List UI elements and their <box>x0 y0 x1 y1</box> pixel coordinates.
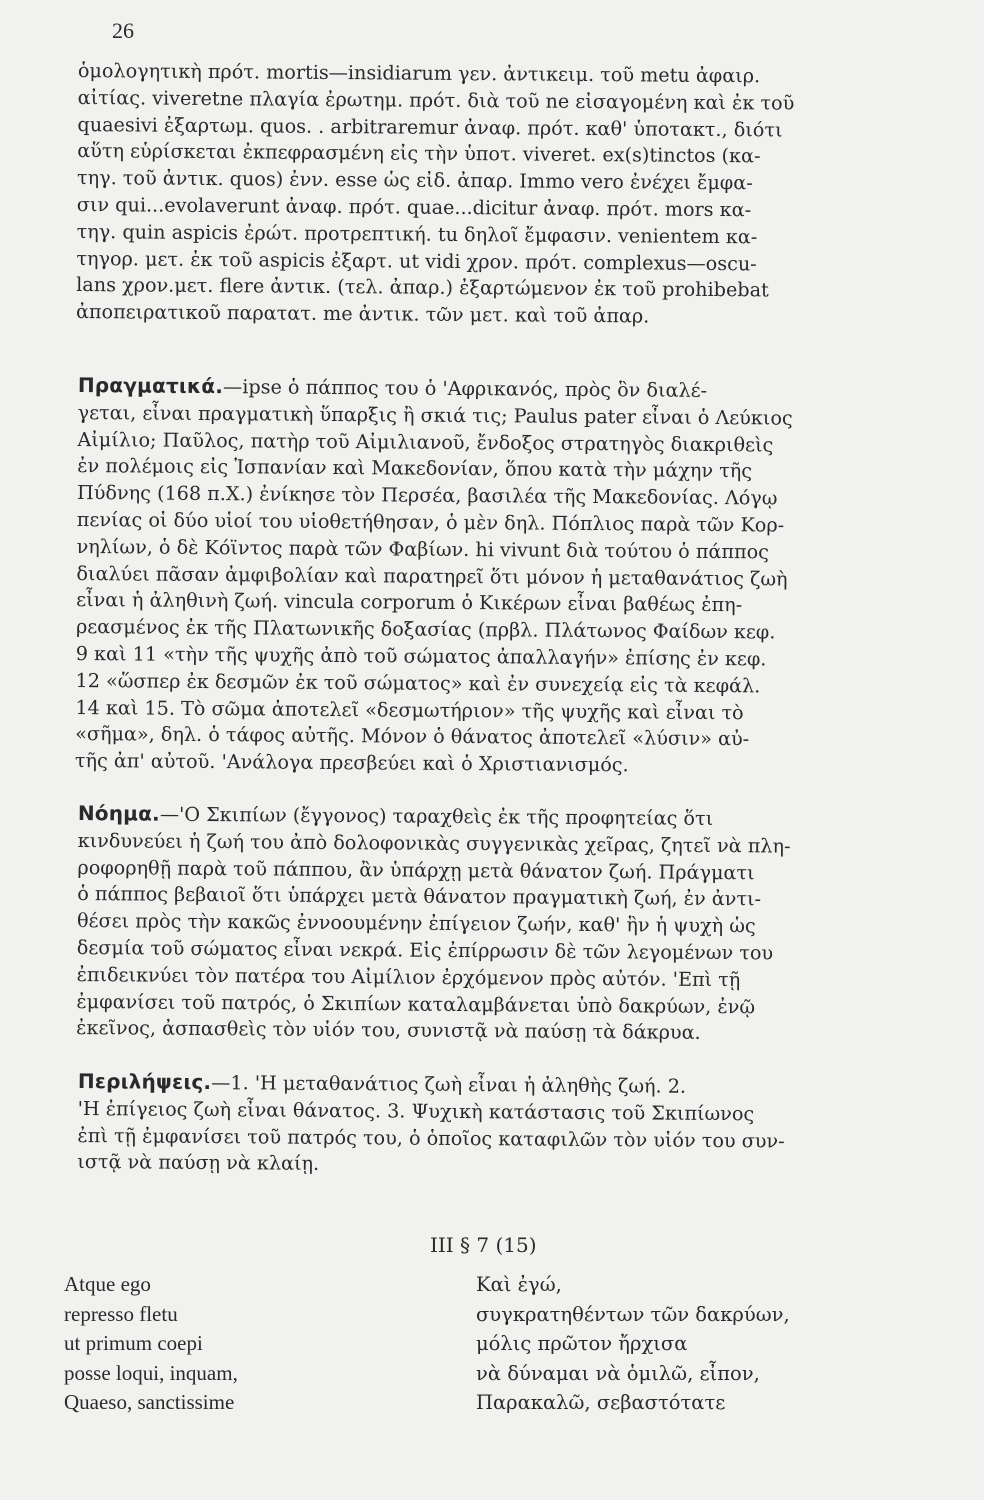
latin-line: represso fletu <box>64 1301 178 1326</box>
latin-line: ut primum coepi <box>64 1331 203 1355</box>
commentary-paragraph-summaries <box>77 1068 960 1183</box>
latin-line: posse loqui, inquam, <box>64 1360 238 1385</box>
text-line: ἐκεῖνος, ἀσπασθεὶς τὸν υἱόν του, συνιστᾷ νὰ παύσῃ τὰ δάκρυα. <box>76 1016 701 1045</box>
text-line: ροφορηθῇ παρὰ τοῦ πάππου, ἂν ὑπάρχῃ μετὰ θάνατον ζωή. Πράγματι <box>77 855 755 884</box>
latin-text-column <box>64 1270 238 1418</box>
latin-line: Atque ego <box>64 1272 151 1296</box>
text-line: lans χρον.μετ. flere ἀντικ. (τελ. ἀπαρ.) ἐξαρτώμενον ἐκ τοῦ prohibebat <box>76 273 769 302</box>
text-line: τηγ. τοῦ ἀντικ. quos) ἐνν. esse ὡς εἰδ. ἀπαρ. Immo vero ἐνέχει ἔμφα- <box>76 166 753 195</box>
section-heading-realia: Πραγματικά. <box>77 372 224 399</box>
text-line: ρεασμένος ἐκ τῆς Πλατωνικῆς δοξασίας (πρβλ. Πλάτωνος Φαίδων κεφ. <box>75 615 776 644</box>
text-line: —'Ο Σκιπίων (ἔγγονος) ταραχθεὶς ἐκ τῆς προφητείας ὅτι <box>159 802 714 830</box>
text-line: σιν qui...evolaverunt ἀναφ. πρότ. quae...dicitur ἀναφ. πρότ. mors κα- <box>76 192 752 222</box>
text-line: 12 «ὥσπερ ἐκ δεσμῶν ἐκ τοῦ σώματος» καὶ ἐν συνεχείᾳ εἰς τὰ κεφάλ. <box>75 668 761 698</box>
text-line: 9 καὶ 11 «τὴν τῆς ψυχῆς ἀπὸ τοῦ σώματος ἀπαλλαγήν» ἐπίσης ἐν κεφ. <box>75 641 767 671</box>
text-line: ἀποπειρατικοῦ παρατατ. me ἀντικ. τῶν μετ. καὶ τοῦ ἀπαρ. <box>75 300 650 328</box>
greek-line: Καὶ ἐγώ, <box>476 1273 562 1296</box>
text-line: quaesivi ἐξαρτωμ. quos. . arbitraremur ἀναφ. πρότ. καθ' ὑποτακτ., διότι <box>77 112 783 142</box>
section-label: III § 7 (15) <box>430 1233 537 1257</box>
greek-translation-column <box>476 1270 790 1418</box>
text-line: πενίας οἱ δύο υἱοί του υἱοθετήθησαν, ὁ μὲν δηλ. Πόπλιος παρὰ τῶν Κορ- <box>76 507 785 537</box>
text-line: ἐπιδεικνύει τὸν πατέρα του Αἰμίλιον ἐρχόμενον πρὸς αὐτόν. 'Επὶ τῇ <box>76 962 741 991</box>
commentary-paragraph-meaning <box>76 800 960 1049</box>
text-line: ἐμφανίσει τοῦ πατρός, ὁ Σκιπίων καταλαμβάνεται ὑπὸ δακρύων, ἐνῷ <box>76 989 756 1018</box>
text-line: ὁμολογητικὴ πρότ. mortis—insidiarum γεν. ἀντικειμ. τοῦ metu ἀφαιρ. <box>77 58 761 88</box>
text-line: θέσει πρὸς τὴν κακῶς ἐννοουμένην ἐπίγειον ζωήν, καθ' ἣν ἡ ψυχὴ ὡς <box>76 909 756 938</box>
text-line: τηγ. quin aspicis ἐρώτ. προτρεπτική. tu δηλοῖ ἔμφασιν. venientem κα- <box>76 219 758 249</box>
text-line: αἰτίας. viveretne πλαγία ἐρωτημ. πρότ. διὰ τοῦ ne εἰσαγομένη καὶ ἐκ τοῦ <box>77 85 795 115</box>
text-line: «σῆμα», δηλ. ὁ τάφος αὐτῆς. Μόνον ὁ θάνατος ἀποτελεῖ «λύσιν» αὐ- <box>75 722 750 751</box>
section-heading-meaning: Νόημα. <box>77 800 160 826</box>
text-line: ιστᾷ νὰ παύσῃ νὰ κλαίῃ. <box>77 1150 320 1176</box>
text-line: κινδυνεύει ἡ ζωή του ἀπὸ δολοφονικὰς συγγενικὰς χεῖρας, ζητεῖ νὰ πλη- <box>77 828 791 858</box>
text-line: εἶναι ἡ ἀληθινὴ ζωή. vincula corporum ὁ Κικέρων εἶναι βαθέως ἐπη- <box>76 588 743 617</box>
greek-line: Παρακαλῶ, σεβαστότατε <box>476 1391 726 1414</box>
text-line: τῆς ἀπ' αὐτοῦ. 'Ανάλογα πρεσβεύει καὶ ὁ Χριστιανισμός. <box>74 749 629 777</box>
commentary-paragraph-realia <box>75 372 960 782</box>
text-line: ὁ πάππος βεβαιοῖ ὅτι ὑπάρχει μετὰ θάνατον πραγματικὴ ζωή, ἐν ἀντι- <box>77 882 762 911</box>
text-line: ἐν πολέμοις εἰς Ἱσπανίαν καὶ Μακεδονίαν, ὅπου κατὰ τὴν μάχην τῆς <box>77 454 753 483</box>
page-number: 26 <box>112 18 134 43</box>
greek-line: μόλις πρῶτον ἤρχισα <box>476 1332 688 1355</box>
text-line: τηγορ. μετ. ἐκ τοῦ aspicis ἐξαρτ. ut vidi χρον. πρότ. complexus—oscu- <box>76 246 757 275</box>
greek-line: συγκρατηθέντων τῶν δακρύων, <box>476 1302 790 1326</box>
text-line: δεσμία τοῦ σώματος εἶναι νεκρά. Εἰς ἐπίρρωσιν δὲ τῶν λεγομένων του <box>76 935 774 965</box>
text-line: Αἰμίλιο; Παῦλος, πατὴρ τοῦ Αἰμιλιανοῦ, ἔνδοξος στρατηγὸς διακριθεὶς <box>77 427 774 457</box>
text-line: Πύδνης (168 π.Χ.) ἐνίκησε τὸν Περσέα, βασιλέα τῆς Μακεδονίας. Λόγῳ <box>76 481 778 510</box>
text-line: 14 καὶ 15. Τὸ σῶμα ἀποτελεῖ «δεσμωτήριον» τῆς ψυχῆς καὶ εἶναι τὸ <box>75 695 744 724</box>
commentary-paragraph-grammar <box>76 58 960 333</box>
section-heading-summaries: Περιλήψεις. <box>77 1069 212 1095</box>
text-line: —ipse ὁ πάππος του ὁ 'Αφρικανός, πρὸς ὃν διαλέ- <box>222 375 708 402</box>
latin-line: Quaeso, sanctissime <box>64 1390 235 1414</box>
text-line: 'Η ἐπίγειος ζωὴ εἶναι θάνατος. 3. Ψυχικὴ κατάστασις τοῦ Σκιπίωνος <box>77 1096 755 1126</box>
text-line: γεται, εἶναι πραγματικὴ ὕπαρξις ἢ σκιά τις; Paulus pater εἶναι ὁ Λεύκιος <box>77 400 793 430</box>
text-line: ἐπὶ τῇ ἐμφανίσει τοῦ πατρός του, ὁ ὁποῖος καταφιλῶν τὸν υἱόν του συν- <box>77 1123 785 1153</box>
text-line: —1. 'Η μεταθανάτιος ζωὴ εἶναι ἡ ἀληθὴς ζωή. 2. <box>211 1071 687 1098</box>
text-line: διαλύει πᾶσαν ἀμφιβολίαν καὶ παρατηρεῖ ὅτι μόνον ἡ μεταθανάτιος ζωὴ <box>76 561 788 591</box>
text-line: νηλίων, ὁ δὲ Κόϊντος παρὰ τῶν Φαβίων. hi vivunt διὰ τούτου ὁ πάππος <box>76 534 770 564</box>
text-line: αὕτη εὑρίσκεται ἐκπεφρασμένη εἰς τὴν ὑποτ. viveret. ex(s)tinctos (κα- <box>77 139 761 168</box>
greek-line: νὰ δύναμαι νὰ ὁμιλῶ, εἶπον, <box>476 1361 760 1385</box>
